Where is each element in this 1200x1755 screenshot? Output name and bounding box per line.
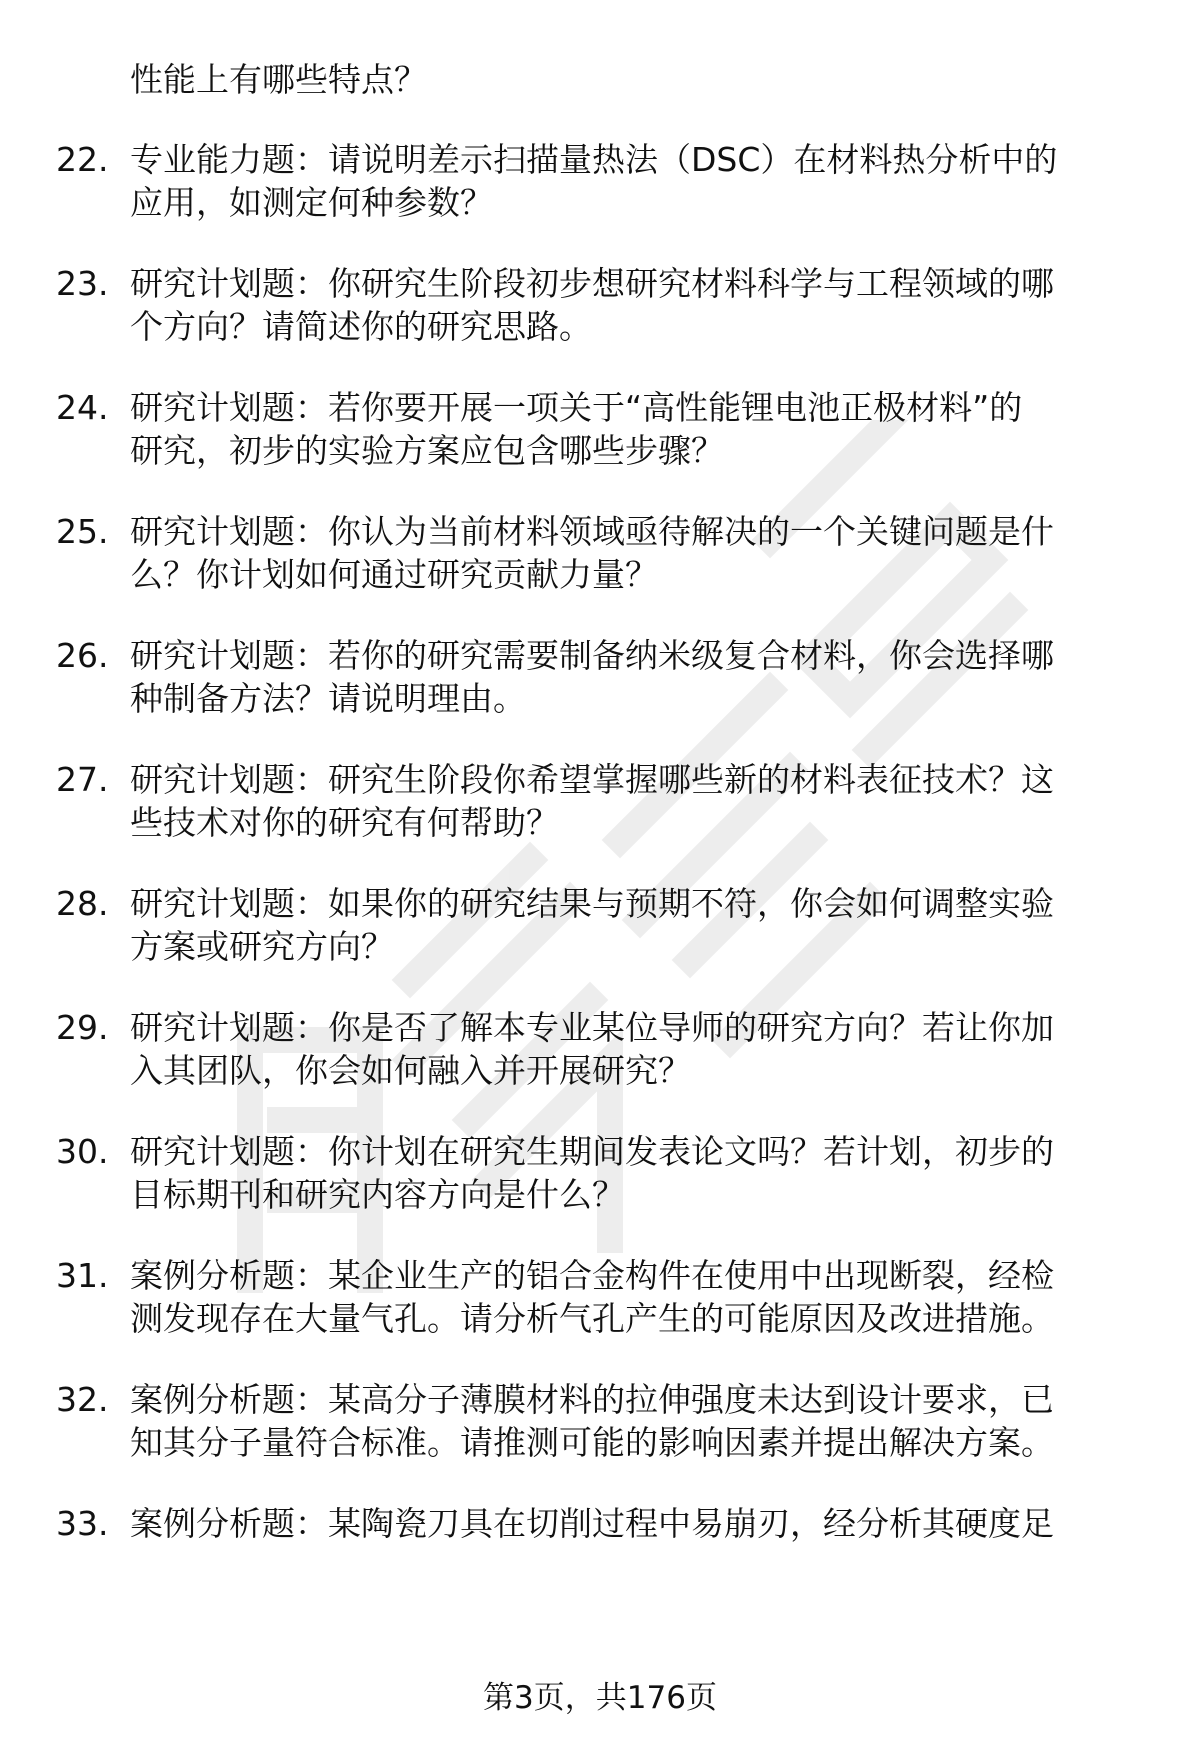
question-item	[56, 262, 1156, 348]
question-line: 研究计划题：你研究生阶段初步想研究材料科学与工程领域的哪	[130, 264, 1054, 303]
question-line: 个方向？请简述你的研究思路。	[130, 307, 592, 346]
question-number: 26.	[56, 636, 109, 675]
question-item	[56, 634, 1156, 720]
question-item	[56, 138, 1156, 224]
question-text	[130, 1130, 1156, 1216]
question-number: 25.	[56, 512, 109, 551]
question-line: 研究计划题：如果你的研究结果与预期不符，你会如何调整实验	[130, 884, 1054, 923]
question-number: 24.	[56, 388, 109, 427]
question-number: 30.	[56, 1132, 109, 1171]
question-number: 23.	[56, 264, 109, 303]
question-line: 目标期刊和研究内容方向是什么？	[130, 1175, 625, 1214]
question-number: 29.	[56, 1008, 109, 1047]
question-text	[130, 882, 1156, 968]
question-number: 22.	[56, 140, 109, 179]
question-line: 案例分析题：某企业生产的铝合金构件在使用中出现断裂，经检	[130, 1256, 1054, 1295]
question-text	[130, 1006, 1156, 1092]
question-line: 入其团队，你会如何融入并开展研究？	[130, 1051, 691, 1090]
question-text	[130, 1254, 1156, 1340]
question-number: 31.	[56, 1256, 109, 1295]
question-line: 研究计划题：你计划在研究生期间发表论文吗？若计划，初步的	[130, 1132, 1054, 1171]
question-line: 知其分子量符合标准。请推测可能的影响因素并提出解决方案。	[130, 1423, 1054, 1462]
page-footer: 第3页，共176页	[483, 1680, 717, 1716]
question-item	[56, 510, 1156, 596]
question-text	[130, 634, 1156, 720]
question-line: 研究计划题：若你的研究需要制备纳米级复合材料，你会选择哪	[130, 636, 1054, 675]
question-line: 案例分析题：某陶瓷刀具在切削过程中易崩刃，经分析其硬度足	[130, 1504, 1054, 1543]
question-text	[130, 386, 1156, 472]
question-number: 27.	[56, 760, 109, 799]
question-line: 研究计划题：你是否了解本专业某位导师的研究方向？若让你加	[130, 1008, 1054, 1047]
question-line: 研究，初步的实验方案应包含哪些步骤？	[130, 431, 724, 470]
question-line: 案例分析题：某高分子薄膜材料的拉伸强度未达到设计要求，已	[130, 1380, 1054, 1419]
question-text	[130, 262, 1156, 348]
question-item	[56, 1006, 1156, 1092]
question-number: 33.	[56, 1504, 109, 1543]
question-item	[56, 882, 1156, 968]
question-text	[130, 510, 1156, 596]
question-item	[56, 758, 1156, 844]
question-list	[56, 58, 1156, 1583]
question-line: 应用，如测定何种参数？	[130, 183, 493, 222]
question-text	[130, 1378, 1156, 1464]
question-line: 方案或研究方向？	[130, 927, 394, 966]
question-item	[56, 1502, 1156, 1545]
question-text	[130, 138, 1156, 224]
question-text	[130, 1502, 1156, 1545]
question-line: 种制备方法？请说明理由。	[130, 679, 526, 718]
question-line: 测发现存在大量气孔。请分析气孔产生的可能原因及改进措施。	[130, 1299, 1054, 1338]
question-line: 专业能力题：请说明差示扫描量热法（DSC）在材料热分析中的	[130, 140, 1058, 179]
question-line: 些技术对你的研究有何帮助？	[130, 803, 559, 842]
question-line: 研究计划题：若你要开展一项关于“高性能锂电池正极材料”的	[130, 388, 1023, 427]
question-line: 研究计划题：你认为当前材料领域亟待解决的一个关键问题是什	[130, 512, 1054, 551]
question-number: 28.	[56, 884, 109, 923]
question-number: 32.	[56, 1380, 109, 1419]
question-item	[56, 386, 1156, 472]
question-item	[56, 1130, 1156, 1216]
question-item	[56, 1254, 1156, 1340]
question-item	[56, 1378, 1156, 1464]
continued-text: 性能上有哪些特点？	[130, 60, 427, 99]
question-line: 研究计划题：研究生阶段你希望掌握哪些新的材料表征技术？这	[130, 760, 1054, 799]
question-text	[130, 758, 1156, 844]
question-line: 么？你计划如何通过研究贡献力量？	[130, 555, 658, 594]
